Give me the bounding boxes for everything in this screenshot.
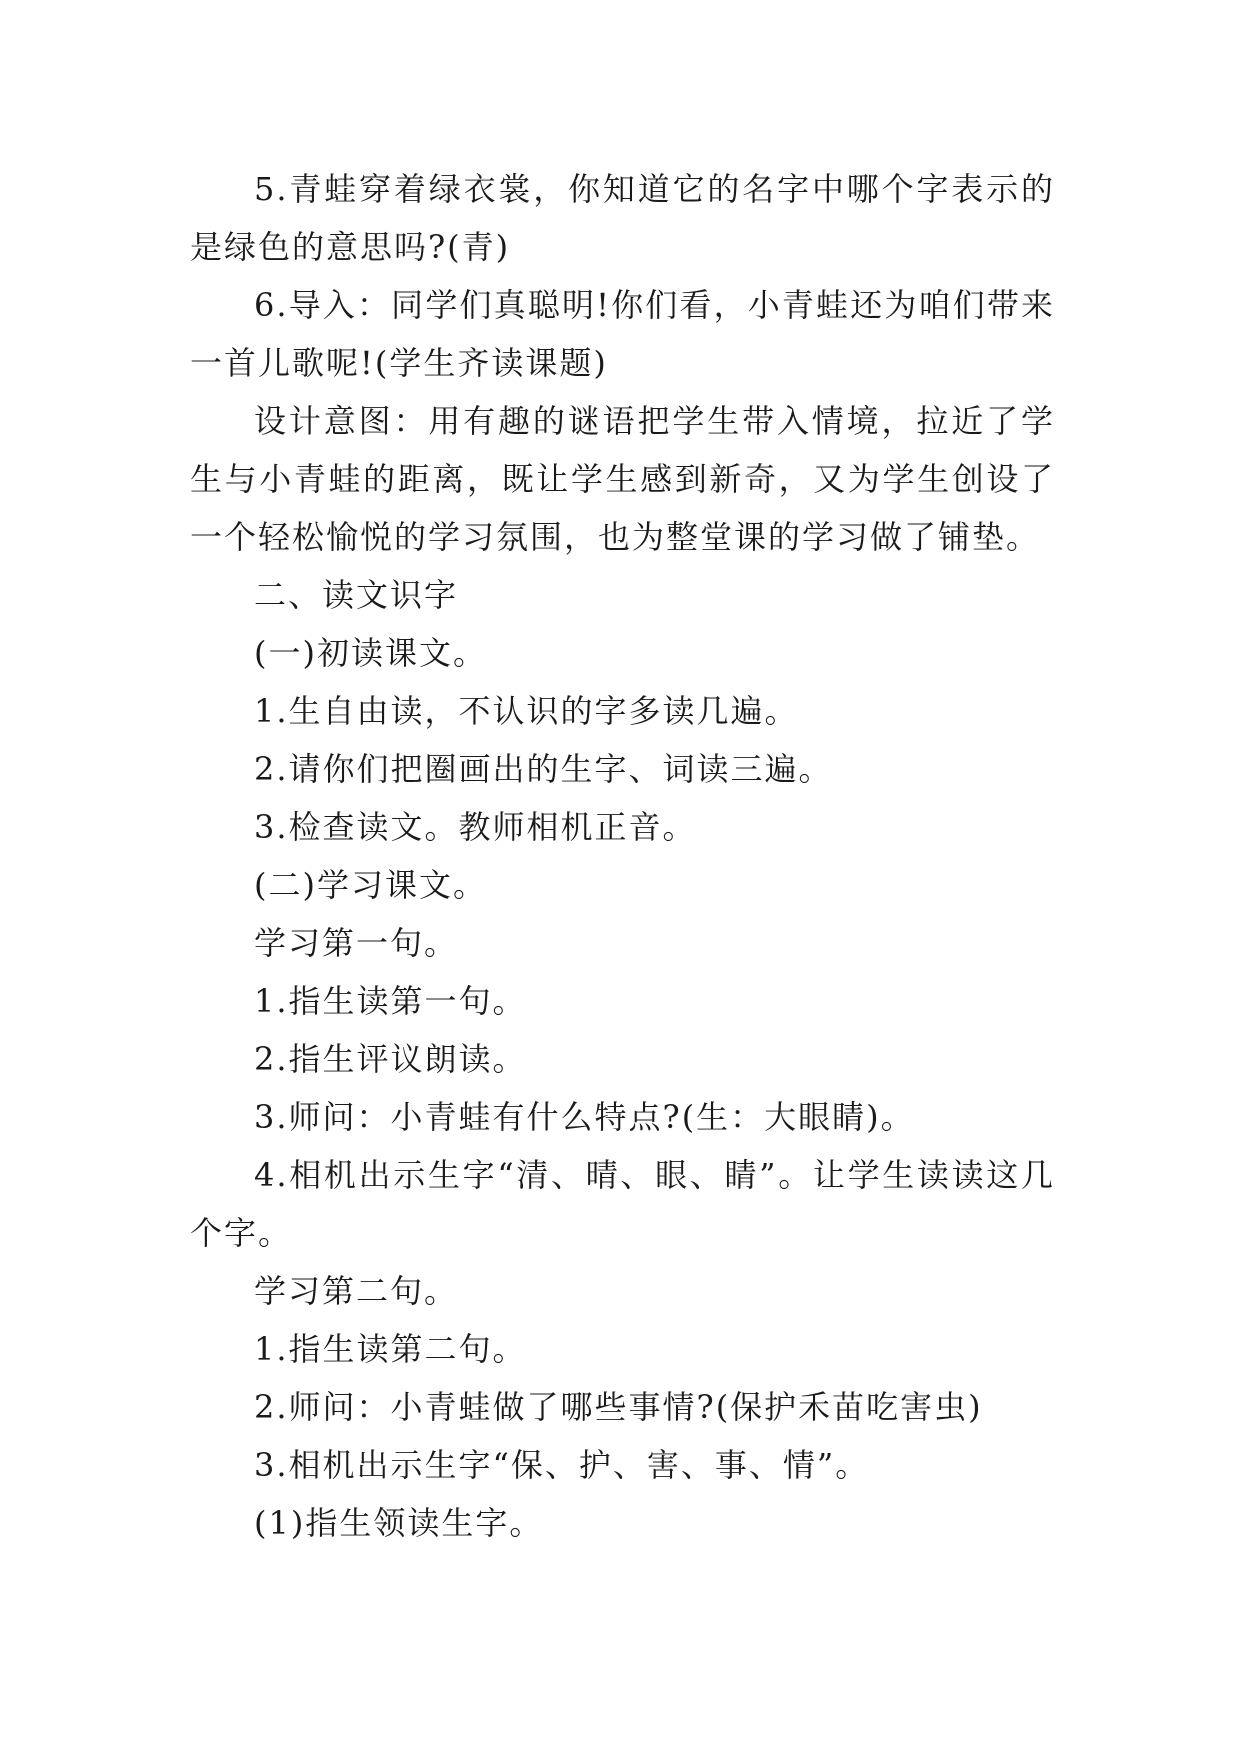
paragraph: 3.检查读文。教师相机正音。 (254, 808, 697, 846)
paragraph: 2.指生评议朗读。 (254, 1040, 527, 1078)
paragraph: 6.导入：同学们真聪明!你们看，小青蛙还为咱们带来一首儿歌呢!(学生齐读课题) (190, 286, 1055, 382)
document-body (190, 160, 1055, 1552)
paragraph: 2.请你们把圈画出的生字、词读三遍。 (254, 750, 833, 788)
subsection-heading: (二)学习课文。 (254, 866, 487, 904)
paragraph: 1.生自由读，不认识的字多读几遍。 (254, 692, 799, 730)
paragraph: 5.青蛙穿着绿衣裳，你知道它的名字中哪个字表示的是绿色的意思吗?(青) (190, 170, 1055, 266)
paragraph: 3.相机出示生字“保、护、害、事、情”。 (254, 1446, 870, 1484)
paragraph: 1.指生读第二句。 (254, 1330, 527, 1368)
paragraph: 设计意图：用有趣的谜语把学生带入情境，拉近了学生与小青蛙的距离，既让学生感到新奇，又为学生创设了一个轻松愉悦的学习氛围，也为整堂课的学习做了铺垫。 (190, 402, 1055, 556)
section-heading: 二、读文识字 (254, 576, 459, 614)
subsection-heading: (一)初读课文。 (254, 634, 487, 672)
paragraph: 1.指生读第一句。 (254, 982, 527, 1020)
paragraph: 4.相机出示生字“清、晴、眼、睛”。让学生读读这几个字。 (190, 1156, 1055, 1252)
paragraph: 学习第二句。 (254, 1272, 459, 1310)
paragraph: 3.师问：小青蛙有什么特点?(生：大眼睛)。 (254, 1098, 915, 1136)
paragraph: 学习第一句。 (254, 924, 459, 962)
paragraph: 2.师问：小青蛙做了哪些事情?(保护禾苗吃害虫) (254, 1388, 983, 1426)
paragraph: (1)指生领读生字。 (254, 1504, 544, 1542)
